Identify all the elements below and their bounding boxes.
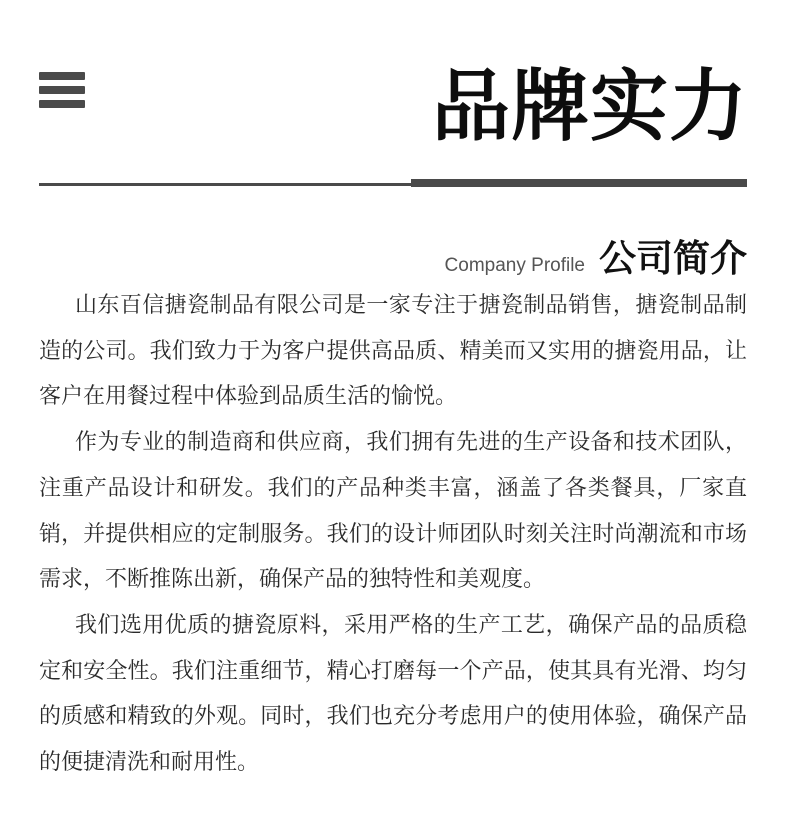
- menu-bar: [39, 86, 85, 94]
- header-divider-thin: [39, 183, 411, 186]
- section-subtitle-chinese: 公司简介: [599, 237, 747, 280]
- page-title: 品牌实力: [431, 62, 748, 152]
- menu-bar: [39, 100, 85, 108]
- quality-paragraph: 我们选用优质的搪瓷原料，采用严格的生产工艺，确保产品的品质稳定和安全性。我们注重细节，精心打磨每一个产品，使其具有光滑、均匀的质感和精致的外观。同时，我们也充分考虑用户的使用体验，确保产品的便捷清洗和耐用性。: [39, 612, 747, 776]
- products-paragraph: 作为专业的制造商和供应商，我们拥有先进的生产设备和技术团队，注重产品设计和研发。我们的产品种类丰富，涵盖了各类餐具，厂家直销，并提供相应的定制服务。我们的设计师团队时刻关注时尚潮流和市场需求，不断推陈出新，确保产品的独特性和美观度。: [39, 430, 747, 593]
- hamburger-menu-icon[interactable]: [39, 72, 85, 110]
- company-profile-body: [39, 283, 747, 786]
- intro-paragraph: 山东百信搪瓷制品有限公司是一家专注于搪瓷制品销售，搪瓷制品制造的公司。我们致力于为客户提供高品质、精美而又实用的搪瓷用品，让客户在用餐过程中体验到品质生活的愉悦。: [39, 293, 747, 410]
- section-heading: [445, 228, 747, 282]
- menu-bar: [39, 72, 85, 80]
- section-subtitle-english: Company Profile: [444, 255, 585, 276]
- header-divider-thick: [411, 179, 747, 187]
